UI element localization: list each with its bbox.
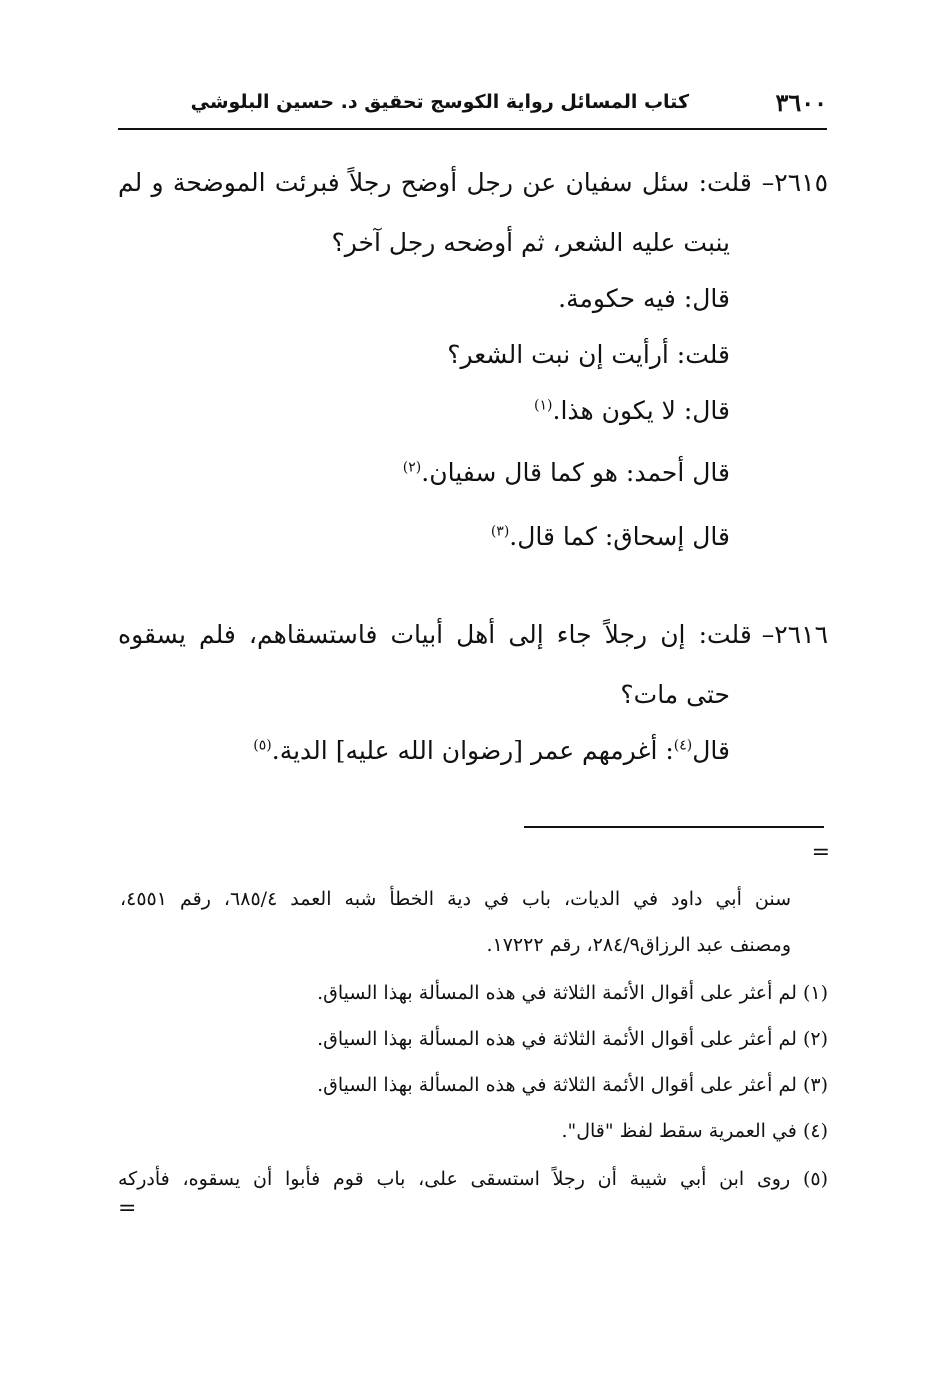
footnote-4: (٤) في العمرية سقط لفظ "قال". [561, 1120, 828, 1142]
note-ref: (٢) [402, 459, 422, 476]
issue-2616-line-1: ٢٦١٦–قلت: إن رجلاً جاء إلى أهل أبيات فاستسقاهم، فلم يسقوه [118, 620, 828, 649]
footnote-continued-2: ومصنف عبد الرزاق٢٨٤/٩، رقم ١٧٢٢٢. [486, 934, 791, 956]
note-ref: (٤) [673, 737, 693, 754]
issue-2615-line-2: ينبت عليه الشعر، ثم أوضحه رجل آخر؟ [331, 228, 730, 257]
footnote-2: (٢) لم أعثر على أقوال الأئمة الثلاثة في هذه المسألة بهذا السياق. [317, 1028, 828, 1050]
footnote-3: (٣) لم أعثر على أقوال الأئمة الثلاثة في هذه المسألة بهذا السياق. [317, 1074, 828, 1096]
issue-2615-ahmad: قال أحمد: هو كما قال سفيان.$^{(٢)}$ [402, 458, 730, 487]
page-header [118, 88, 827, 124]
footnote-number: (٤) [802, 1120, 828, 1142]
issue-2615-question: قلت: أرأيت إن نبت الشعر؟ [447, 340, 730, 369]
footnote-rule [524, 826, 824, 828]
issue-number: ٢٦١٦– [761, 620, 828, 649]
footnote-number: (٣) [802, 1074, 828, 1096]
issue-2615-reply: قال: فيه حكومة. [558, 284, 730, 313]
footnote-number: (٢) [802, 1028, 828, 1050]
running-title: كتاب المسائل رواية الكوسج تحقيق د. حسين البلوشي [190, 91, 689, 113]
page-number: ٣٦٠٠ [775, 88, 827, 117]
continuation-mark: = [811, 840, 828, 865]
issue-2615-ishaq: قال إسحاق: كما قال.$^{(٣)}$ [490, 522, 730, 551]
issue-2616-line-2: حتى مات؟ [620, 680, 730, 709]
issue-2615-line-1: ٢٦١٥–قلت: سئل سفيان عن رجل أوضح رجلاً فبرئت الموضحة و لم [118, 168, 828, 197]
header-rule [118, 128, 827, 130]
note-ref: (١) [534, 397, 553, 414]
issue-2616-reply: قال$^{(٤)}$: أغرمهم عمر [رضوان الله عليه] الدية.$^{(٥)}$ [253, 736, 730, 765]
footnote-number: (٥) [802, 1168, 828, 1190]
footnote-continued-1: سنن أبي داود في الديات، باب في دية الخطأ شبه العمد ٦٨٥/٤، رقم ٤٥٥١، [120, 888, 791, 910]
footnote-1: (١) لم أعثر على أقوال الأئمة الثلاثة في هذه المسألة بهذا السياق. [317, 982, 828, 1004]
issue-number: ٢٦١٥– [761, 168, 828, 197]
continuation-end-mark: = [118, 1196, 135, 1221]
note-ref: (٥) [253, 737, 272, 754]
footnote-5: (٥) روى ابن أبي شيبة أن رجلاً استسقى على، باب قوم فأبوا أن يسقوه، فأدركه [118, 1168, 828, 1190]
footnote-number: (١) [802, 982, 828, 1004]
note-ref: (٣) [490, 523, 510, 540]
issue-2615-answer: قال: لا يكون هذا.$^{(١)}$ [534, 396, 730, 425]
